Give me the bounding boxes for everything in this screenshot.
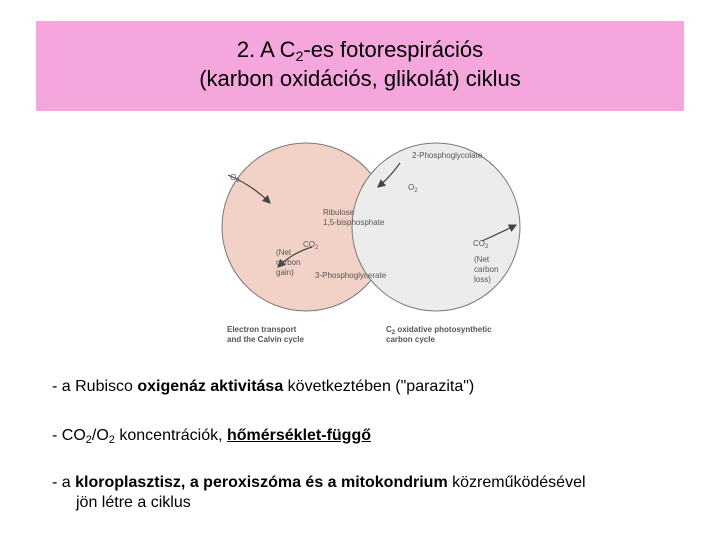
co2-right-label: $CO_2$: [473, 239, 489, 250]
net-loss-label-2: carbon: [474, 265, 499, 274]
page-title: [36, 35, 684, 93]
net-loss-label-1: (Net: [474, 255, 490, 264]
bullet-rubisco: - a Rubisco oxigenáz aktivitása következtében ("parazita"): [52, 378, 475, 395]
bullet-concentration: - $CO_2/O_2$ koncentrációk, hőmérséklet-függő: [52, 427, 371, 446]
title-line-1: 2. A $C_2-es$ fotorespirációs: [236, 37, 484, 64]
o2-left-label: $O_2$: [230, 173, 240, 184]
phosphoglycerate-label: 3-Phosphoglycerate: [315, 271, 387, 280]
title-line-2: (karbon oxidációs, glikolát) ciklus: [199, 66, 521, 91]
caption-left-2: and the Calvin cycle: [227, 335, 304, 344]
o2-inner-label: $O_2$: [408, 183, 418, 194]
co2-left-label: $CO_2$: [303, 240, 319, 251]
ribulose-label-2: 1,5-bisphosphate: [323, 218, 385, 227]
photorespiration-diagram: [200, 135, 560, 350]
caption-left-1: Electron transport: [227, 325, 297, 334]
caption-right-1: $C_2$ oxidative photosynthetic: [386, 325, 492, 336]
caption-right-2: carbon cycle: [386, 335, 435, 344]
net-gain-label-1: (Net: [276, 248, 292, 257]
net-gain-label-3: gain): [276, 268, 294, 277]
net-loss-label-3: loss): [474, 275, 491, 284]
c2-cycle-circle: [352, 143, 520, 311]
net-gain-label-2: carbon: [276, 258, 301, 267]
bullet-organelles: - a kloroplasztisz, a peroxiszóma és a mitokondrium közreműködésével jön létre a ciklus: [52, 474, 586, 511]
phosphoglycolate-label: 2-Phosphoglycolate: [412, 151, 483, 160]
ribulose-label-1: Ribulose: [323, 208, 355, 217]
